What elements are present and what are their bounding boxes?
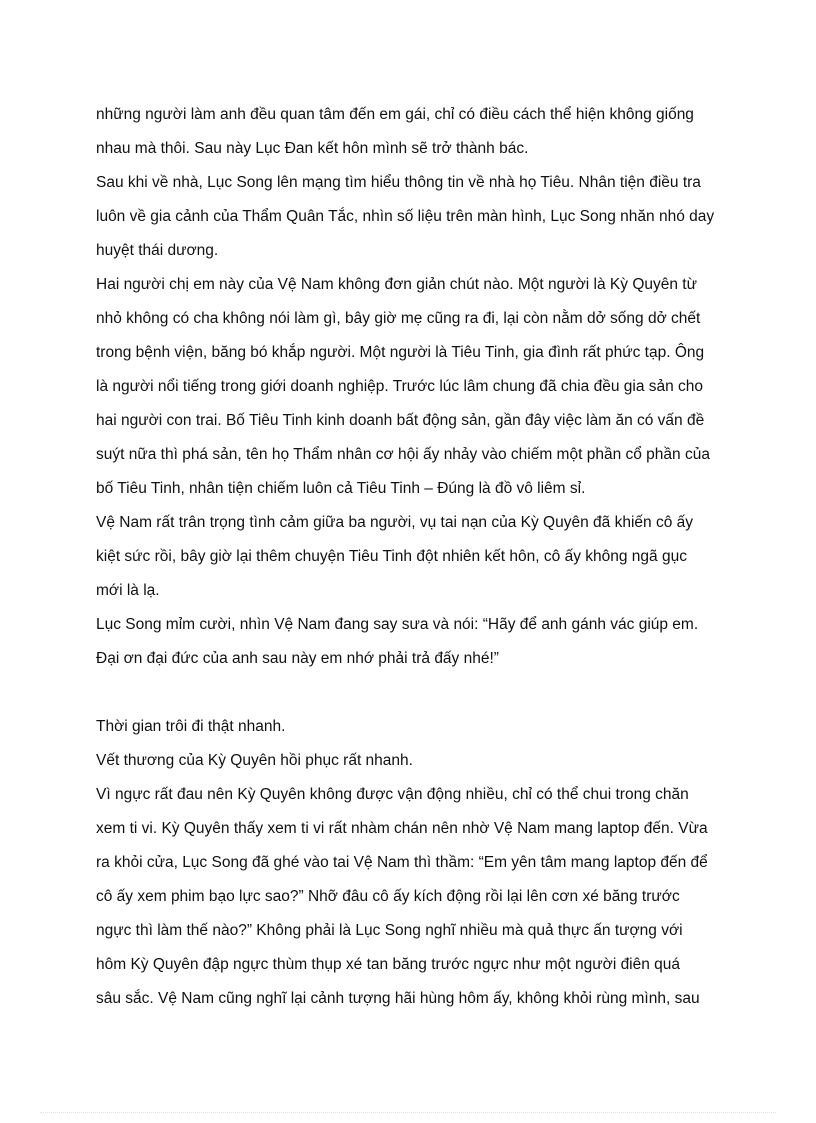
text-line: suýt nữa thì phá sản, tên họ Thẩm nhân cơ hội ấy nhảy vào chiếm một phần cổ phần của: [96, 446, 710, 463]
text-line: Vì ngực rất đau nên Kỳ Quyên không được vận động nhiều, chỉ có thể chui trong chăn: [96, 786, 689, 803]
text-line: Lục Song mỉm cười, nhìn Vệ Nam đang say sưa và nói: “Hãy để anh gánh vác giúp em.: [96, 616, 699, 633]
text-line: cô ấy xem phim bạo lực sao?” Nhỡ đâu cô ấy kích động rồi lại lên cơn xé băng trước: [96, 888, 680, 905]
text-line: những người làm anh đều quan tâm đến em gái, chỉ có điều cách thể hiện không giống: [96, 106, 694, 123]
paragraph: [96, 778, 722, 1016]
text-line: là người nổi tiếng trong giới doanh nghiệp. Trước lúc lâm chung đã chia đều gia sản cho: [96, 378, 704, 395]
text-line: Vệ Nam rất trân trọng tình cảm giữa ba người, vụ tai nạn của Kỳ Quyên đã khiến cô ấy: [96, 514, 693, 531]
paragraph-spacer: [96, 676, 722, 710]
text-line: Đại ơn đại đức của anh sau này em nhớ phải trả đấy nhé!”: [96, 650, 499, 667]
paragraph: [96, 98, 722, 166]
text-line: Vết thương của Kỳ Quyên hồi phục rất nhanh.: [96, 752, 413, 769]
text-line: Hai người chị em này của Vệ Nam không đơn giản chút nào. Một người là Kỳ Quyên từ: [96, 276, 697, 293]
paragraph: [96, 744, 722, 778]
text-line: nhỏ không có cha không nói làm gì, bây giờ mẹ cũng ra đi, lại còn nằm dở sống dở chết: [96, 310, 701, 327]
text-line: huyệt thái dương.: [96, 242, 219, 259]
text-line: ngực thì làm thế nào?” Không phải là Lục Song nghĩ nhiều mà quả thực ấn tượng với: [96, 922, 683, 939]
page-bottom-divider: [40, 1112, 776, 1113]
text-line: bố Tiêu Tinh, nhân tiện chiếm luôn cả Tiêu Tinh – Đúng là đồ vô liêm sỉ.: [96, 480, 586, 497]
text-line: kiệt sức rồi, bây giờ lại thêm chuyện Tiêu Tinh đột nhiên kết hôn, cô ấy không ngã gục: [96, 548, 687, 565]
paragraph: [96, 506, 722, 608]
text-line: mới là lạ.: [96, 582, 160, 599]
paragraph: [96, 166, 722, 268]
text-line: nhau mà thôi. Sau này Lục Đan kết hôn mình sẽ trở thành bác.: [96, 140, 529, 157]
paragraph: [96, 608, 722, 676]
text-line: xem ti vi. Kỳ Quyên thấy xem ti vi rất nhàm chán nên nhờ Vệ Nam mang laptop đến. Vừa: [96, 820, 708, 837]
paragraph: [96, 710, 722, 744]
text-line: hai người con trai. Bố Tiêu Tinh kinh doanh bất động sản, gần đây việc làm ăn có vấn đề: [96, 412, 705, 429]
text-line: sâu sắc. Vệ Nam cũng nghĩ lại cảnh tượng hãi hùng hôm ấy, không khỏi rùng mình, sau: [96, 990, 700, 1007]
text-line: Sau khi về nhà, Lục Song lên mạng tìm hiểu thông tin về nhà họ Tiêu. Nhân tiện điều tra: [96, 174, 701, 191]
text-line: Thời gian trôi đi thật nhanh.: [96, 718, 286, 735]
text-line: luôn về gia cảnh của Thẩm Quân Tắc, nhìn số liệu trên màn hình, Lục Song nhăn nhó day: [96, 208, 715, 225]
text-line: trong bệnh viện, băng bó khắp người. Một người là Tiêu Tinh, gia đình rất phức tạp. Ông: [96, 344, 705, 361]
text-line: hôm Kỳ Quyên đập ngực thùm thụp xé tan băng trước ngực như một người điên quá: [96, 956, 681, 973]
text-line: ra khỏi cửa, Lục Song đã ghé vào tai Vệ Nam thì thầm: “Em yên tâm mang laptop đến để: [96, 854, 708, 871]
paragraph: [96, 268, 722, 506]
document-body: [96, 98, 722, 1016]
